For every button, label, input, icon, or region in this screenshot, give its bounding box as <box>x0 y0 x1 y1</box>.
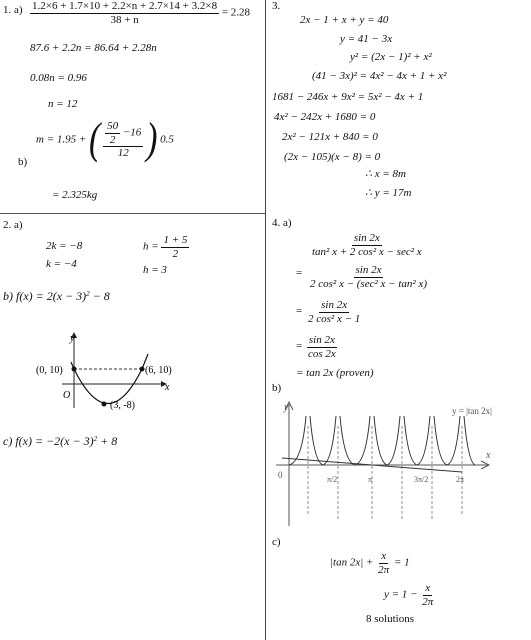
label-vertex: (3, -8) <box>110 400 135 411</box>
q1-line2: 87.6 + 2.2n = 86.64 + 2.28n <box>30 42 157 54</box>
q1-label: 1. a) <box>3 4 23 16</box>
q1b-inner-bottom: 2 <box>109 133 116 146</box>
tan-y-label: y <box>284 402 289 413</box>
q2-h-lhs: h = <box>143 240 159 253</box>
tan-graph <box>272 396 502 530</box>
q4c-equation: |tan 2x| + $\frac{x}{2\pi}$ = 1 <box>330 550 410 576</box>
parabola-graph <box>0 328 265 418</box>
q4-label: 4. a) <box>272 217 292 229</box>
asymptotes <box>308 426 465 521</box>
q1-frac-numerator: 1.2×6 + 1.7×10 + 2.2×n + 2.7×14 + 3.2×8 <box>32 0 218 12</box>
q1b-inner-minus: −16 <box>122 126 142 139</box>
q1-fraction <box>30 0 250 26</box>
q1b-m-rhs: 0.5 <box>160 133 174 146</box>
q3-line2: y = 41 − 3x <box>340 33 393 45</box>
q3-line3: y² = (2x − 1)² + x² <box>350 51 432 63</box>
q2-h-den: 2 <box>172 247 179 260</box>
q4-final: = tan 2x (proven) <box>296 367 374 379</box>
q1-line4: n = 12 <box>48 98 78 110</box>
q1b-inner-top: 50 <box>107 120 119 132</box>
section-divider <box>0 213 265 214</box>
q2-h-fraction <box>143 234 189 260</box>
q2-eq2: k = −4 <box>46 258 77 270</box>
q4c-line: y = 1 − $\frac{x}{2\pi}$ <box>384 582 434 608</box>
parabola-curve <box>74 354 148 404</box>
q4-step1: $\frac{\sin 2x}{\text{tan² x + 2 cos² x − sec² x}}$ <box>312 232 422 258</box>
q3-line7: 2x² − 121x + 840 = 0 <box>282 131 378 143</box>
q1b-inner-den: 12 <box>117 147 129 160</box>
q4c-label: c) <box>272 536 281 548</box>
q1-line3: 0.08n = 0.96 <box>30 72 87 84</box>
q4-step4: $\frac{\sin 2x}{\cos 2x}$ <box>308 334 336 360</box>
x-axis-label: x <box>165 382 170 393</box>
q3-line6: 4x² − 242x + 1680 = 0 <box>274 111 376 123</box>
label-0-10: (0, 10) <box>36 365 63 376</box>
q3-line1: 2x − 1 + x + y = 40 <box>300 14 389 26</box>
q3-line8: (2x − 105)(x − 8) = 0 <box>284 151 381 163</box>
q2-label: 2. a) <box>3 219 23 231</box>
q3-line9: ∴ x = 8m <box>365 168 406 180</box>
q2-h-num: 1 + 5 <box>163 234 188 246</box>
vertex-point <box>102 402 107 407</box>
q4-step2: $\frac{\sin 2x}{\text{2 cos² x − (sec² x − tan² x)}}$ <box>310 264 427 290</box>
q1b-m-lhs: m = 1.95 + <box>36 133 87 146</box>
q2-h-result: h = 3 <box>143 264 167 276</box>
tan-curves <box>289 416 475 465</box>
q3-label: 3. <box>272 0 281 12</box>
point-0-10 <box>72 367 77 372</box>
q4-step3: $\frac{\sin 2x}{\text{2 cos² x − 1}}$ <box>308 299 361 325</box>
y-axis-label: y <box>70 333 75 344</box>
tick-3pi-over-2: 3π/2 <box>414 475 429 484</box>
q1-frac-denominator: 38 + n <box>110 13 139 26</box>
q1b-result: = 2.325kg <box>52 189 98 201</box>
q2-eq1: 2k = −8 <box>46 240 83 252</box>
q1b-label: b) <box>18 156 28 168</box>
point-6-10 <box>140 367 145 372</box>
q1-frac-rhs: = 2.28 <box>221 6 251 19</box>
tick-pi: π <box>368 475 373 484</box>
q2b-function: b) $f(x) = 2(x - 3)^2 - 8$ <box>3 289 110 303</box>
tick-2pi: 2π <box>456 475 465 484</box>
q3-line4: (41 − 3x)² = 4x² − 4x + 1 + x² <box>312 70 447 82</box>
tick-pi-over-2: π/2 <box>327 475 338 484</box>
label-6-10: (6, 10) <box>145 365 172 376</box>
curve-label: y = |tan 2x| <box>452 406 492 416</box>
q4b-label: b) <box>272 382 282 394</box>
origin-label: O <box>63 390 71 401</box>
column-divider <box>265 0 266 640</box>
q3-line10: ∴ y = 17m <box>365 187 412 199</box>
q2c-function: c) $f(x) = -2(x - 3)^2 + 8$ <box>3 434 118 448</box>
tan-origin: 0 <box>278 470 283 480</box>
q1b-expression: m = 1.95 + ( $\frac{50}{2}$ −16 12 ) 0.5 <box>36 115 174 164</box>
q4c-solutions: 8 solutions <box>366 613 414 625</box>
q3-line5: 1681 − 246x + 9x² = 5x² − 4x + 1 <box>272 91 424 103</box>
tan-x-label: x <box>486 450 491 461</box>
